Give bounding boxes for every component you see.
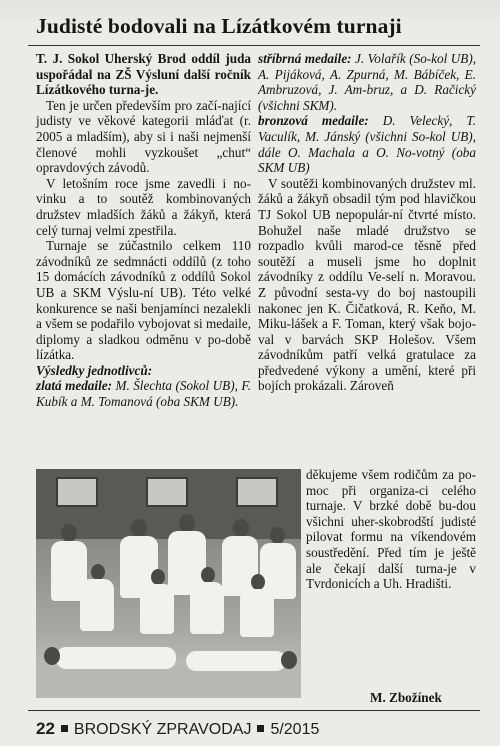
child-head [61, 524, 77, 542]
child-lying [186, 651, 286, 671]
child-head [44, 647, 60, 665]
child-head [131, 519, 147, 537]
results-heading: Výsledky jednotlivců: [36, 362, 153, 378]
child-judogi [80, 579, 114, 631]
child-head [201, 567, 215, 583]
paragraph-5: děkujeme všem rodičům za po-moc při organiza-ci celého turnaje. V brzké době bu-dou všichni uher-skobrodští judisté pilovat formu na víkendovém soustředění. Před tím je ještě ale čekají další turna-je v Tvrdonicích a Uh. Hradišti. [306, 467, 476, 592]
gym-window [56, 477, 98, 507]
article-lead: T. J. Sokol Uherský Brod oddíl juda uspořádal na ZŠ Výsluní další ročník Lízátkového turna-je. [36, 51, 251, 98]
gold-text: M. Šlechta (Sokol UB), F. Kubík a M. Tomanová (oba SKM UB). [36, 378, 251, 410]
paragraph-1: Ten je určen především pro začí-nající judisty ve věkové kategorii mláďat (r. 2005 a mladším), aby si i naši nejmenší členové mohli vyzkoušet „chut“ opravdových závodů. [36, 97, 251, 176]
publication-name: BRODSKÝ ZPRAVODAJ [73, 721, 252, 738]
child-head [251, 574, 265, 590]
child-head [270, 527, 285, 544]
article-title: Judisté bodovali na Lízátkovém turnaji [36, 14, 402, 38]
silver-results [258, 51, 476, 113]
author-signature: M. Zbožínek [370, 690, 442, 705]
right-column [258, 51, 476, 394]
gold-results [36, 378, 251, 409]
title-rule [28, 45, 480, 46]
child-head [91, 564, 105, 580]
child-head [281, 651, 297, 669]
gym-window [146, 477, 188, 507]
child-judogi [190, 582, 224, 634]
square-bullet-icon [61, 725, 68, 732]
team-photo [36, 469, 301, 698]
gold-label: zlatá medaile: [36, 378, 112, 394]
child-lying [56, 647, 176, 669]
closing-text [306, 467, 476, 592]
square-bullet-icon [257, 725, 264, 732]
bronze-results [258, 113, 476, 175]
paragraph-3: Turnaje se zúčastnilo celkem 110 závodníků ze sedmnácti oddílů (z toho 15 domácích závodníků z oddílů Sokol UB a SKM Výslu-ní UB). Této velké konkurence se naši benjamínci nezalekli a všem se podařilo vybojovat si medaile, diplomy a sladkou odměnu v po-době lízátka. [36, 238, 251, 363]
child-judogi [140, 584, 174, 634]
footer-rule [28, 710, 480, 711]
silver-text: J. Volařík (So-kol UB), A. Pijáková, A. Zpurná, M. Bábíček, E. Ambruzová, J. Am-bruz, a D. Račický (všichni SKM). [258, 51, 477, 113]
child-judogi [240, 589, 274, 637]
issue-number: 5/2015 [270, 721, 320, 738]
child-head [179, 514, 195, 532]
silver-label: stříbrná medaile: [258, 51, 352, 66]
child-head [233, 519, 249, 537]
bronze-text: D. Velecký, T. Vaculík, M. Jánský (všichni So-kol UB), dále O. Machala a O. No-votný (oba SKM UB) [258, 113, 476, 176]
bronze-label: bronzová medaile: [258, 113, 369, 129]
paragraph-2: V letošním roce jsme zavedli i no-vinku a to soutěž kombinovaných družstev mladších žáků a žákyň, která celý turnaj velmi zpestřila. [36, 175, 251, 238]
gym-window [236, 477, 278, 507]
child-head [151, 569, 165, 585]
paragraph-4: V soutěži kombinovaných družstev ml. žáků a žákyň obsadil tým pod hlavičkou TJ Sokol UB nepopulár-ní čtvrté místo. Bohužel naše mladé družstvo se rozpadlo kvůli marod-ce těsně před soutěží a museli jsme ho doplnit závodníky z oddílu Ve-selí n. Moravou. Z původní sesta-vy do boj nastoupili nakonec jen K. Čičatková, R. Keňo, M. Miku-lášek a F. Toman, který však bojo-val v barvách SKP Holešov. Všem závodníkům patří velká gratulace za předvedené výkony a umění, které při bojích prokázali. Zároveň [258, 175, 476, 394]
page-footer [36, 719, 319, 739]
left-column [36, 51, 251, 410]
page-number: 22 [36, 719, 55, 738]
